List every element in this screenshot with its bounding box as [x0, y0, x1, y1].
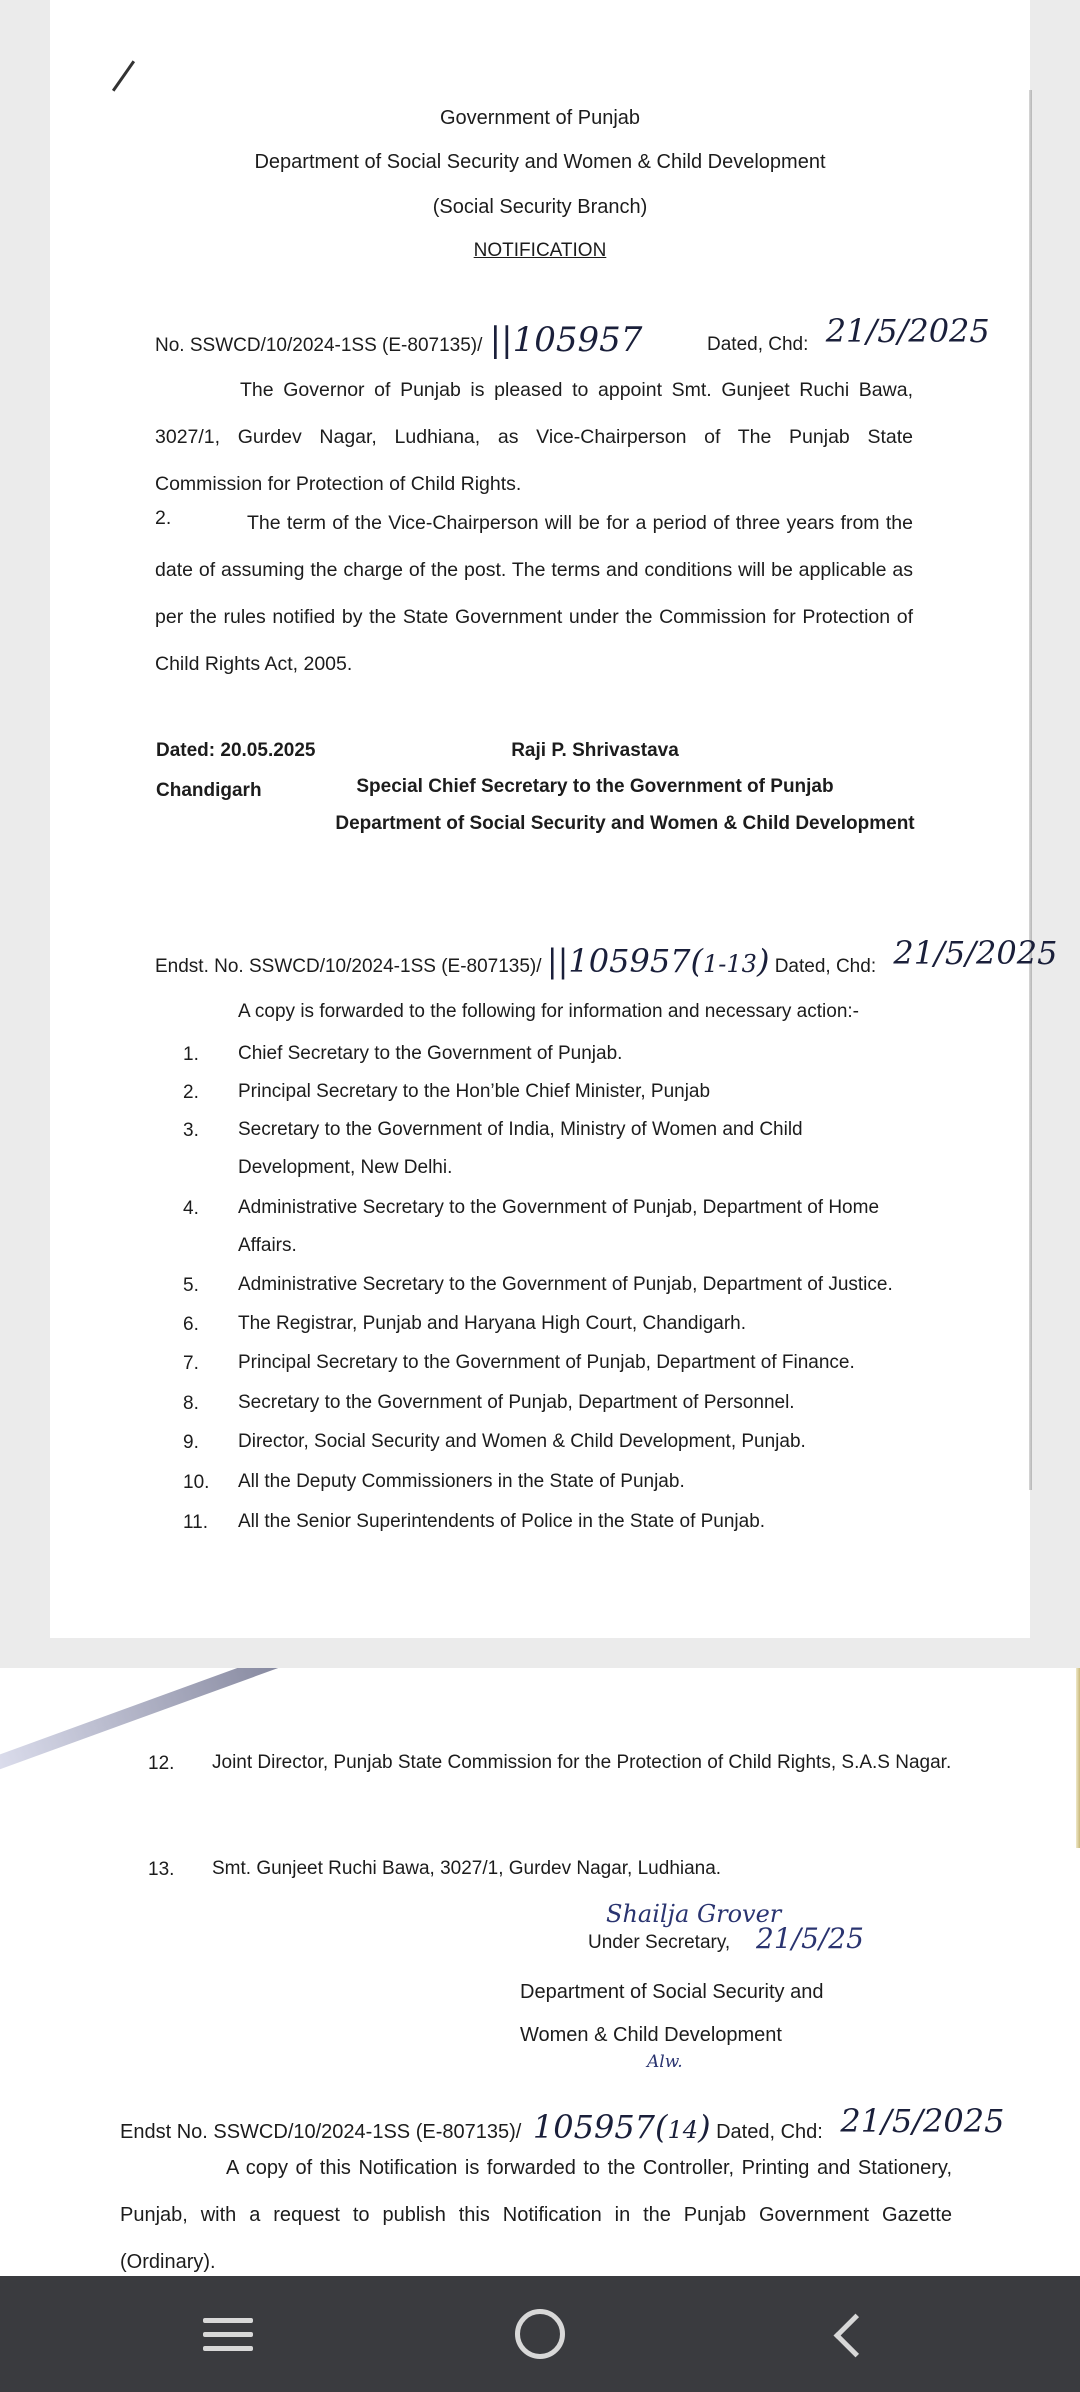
back-icon[interactable] — [834, 2314, 878, 2358]
list-item-text: The Registrar, Punjab and Haryana High Court, Chandigarh. — [238, 1313, 747, 1334]
endorsement-1-date-printed: Dated, Chd: — [774, 956, 877, 977]
under-secretary-signature-date: 21/5/25 — [756, 1922, 864, 1955]
notification-date-printed: Dated, Chd: — [707, 334, 809, 355]
initials-mark: Alw. — [647, 2052, 683, 2072]
list-item-number: 11. — [183, 1512, 209, 1533]
page2-dept-line-2: Women & Child Development — [520, 2024, 782, 2046]
list-item-number: 12. — [148, 1753, 175, 1774]
endorsement-1-number — [155, 934, 1058, 980]
list-item-text: Administrative Secretary to the Government of Punjab, Department of Justice. — [238, 1274, 893, 1295]
menu-icon[interactable] — [203, 2312, 253, 2356]
list-item-text: Secretary to the Government of India, Ministry of Women and Child Development, New Delhi. — [238, 1119, 803, 1178]
page2-dept-line-1: Department of Social Security and — [520, 1981, 824, 2003]
under-secretary-signature: Shailja Grover — [606, 1900, 782, 1928]
list-item-number: 10. — [183, 1472, 210, 1493]
copy-paragraph: A copy of this Notification is forwarded to the Controller, Printing and Stationery, Punjab, with a request to publish this Notification in the Punjab Government Gazette (Ordinary). — [120, 2157, 952, 2273]
paragraph-1: The Governor of Punjab is pleased to appoint Smt. Gunjeet Ruchi Bawa, 3027/1, Gurdev Nagar, Ludhiana, as Vice-Chairperson of The Punjab State Commission for Protection of Child Rights. — [155, 379, 913, 495]
endorsement-2-handwritten: 105957(14) — [532, 2108, 711, 2146]
list-item-number: 3. — [183, 1120, 199, 1141]
list-item-number: 2. — [183, 1082, 199, 1103]
paragraph-2: The term of the Vice-Chairperson will be for a period of three years from the date of assuming the charge of the post. The terms and conditions will be applicable as per the rules notified by the State Government under the Commission for Protection of Child Rights Act, 2005. — [155, 512, 913, 675]
list-item-text: Smt. Gunjeet Ruchi Bawa, 3027/1, Gurdev Nagar, Ludhiana. — [212, 1858, 722, 1879]
list-item-text: Chief Secretary to the Government of Punjab. — [238, 1043, 623, 1064]
paragraph-2-number: 2. — [155, 507, 172, 529]
list-item-text: Principal Secretary to the Hon’ble Chief Minister, Punjab — [238, 1081, 711, 1102]
notification-number — [155, 320, 642, 360]
notification-number-printed: No. SSWCD/10/2024-1SS (E-807135)/ — [155, 335, 483, 356]
notification-date — [707, 312, 990, 358]
list-item-text: All the Senior Superintendents of Police in the State of Punjab. — [238, 1511, 766, 1532]
list-item-text: All the Deputy Commissioners in the State of Punjab. — [238, 1471, 685, 1492]
signature-dated: Dated: 20.05.2025 — [156, 740, 316, 761]
endorsement-1-printed: Endst. No. SSWCD/10/2024-1SS (E-807135)/ — [155, 956, 542, 977]
list-item-number: 4. — [183, 1198, 199, 1219]
system-navigation-bar — [0, 2276, 1080, 2392]
list-item-text: Administrative Secretary to the Government of Punjab, Department of Home Affairs. — [238, 1197, 880, 1256]
notification-date-handwritten: 21/5/2025 — [825, 312, 990, 350]
signatory-name: Raji P. Shrivastava — [511, 740, 679, 761]
list-item-number: 5. — [183, 1275, 199, 1296]
list-item-text: Joint Director, Punjab State Commission for the Protection of Child Rights, S.A.S Nagar. — [212, 1752, 952, 1773]
list-item-number: 6. — [183, 1314, 199, 1335]
list-item-number: 13. — [148, 1859, 175, 1880]
list-item-text: Director, Social Security and Women & Child Development, Punjab. — [238, 1431, 806, 1452]
dept-title: Department of Social Security and Women & Child Development — [254, 151, 826, 173]
signatory-designation: Special Chief Secretary to the Government of Punjab — [356, 776, 834, 797]
signature-place: Chandigarh — [156, 780, 262, 801]
page-edge-artifact — [1076, 1668, 1080, 1848]
endorsement-1-handwritten: ||105957(1-13) — [546, 942, 770, 980]
under-secretary-label: Under Secretary, — [588, 1932, 731, 1953]
list-item-number: 8. — [183, 1393, 199, 1414]
endorsement-2-printed: Endst No. SSWCD/10/2024-1SS (E-807135)/ — [120, 2121, 522, 2143]
notification-heading: NOTIFICATION — [473, 240, 607, 261]
list-item-number: 7. — [183, 1353, 199, 1374]
notification-number-handwritten: ||105957 — [489, 320, 643, 360]
endorsement-1-intro: A copy is forwarded to the following for information and necessary action:- — [238, 1001, 859, 1022]
list-item-text: Principal Secretary to the Government of Punjab, Department of Finance. — [238, 1352, 855, 1373]
endorsement-1-date-handwritten: 21/5/2025 — [893, 934, 1058, 972]
home-icon[interactable] — [515, 2309, 565, 2359]
page-edge-shadow — [1029, 90, 1032, 1490]
list-item-text: Secretary to the Government of Punjab, Department of Personnel. — [238, 1392, 795, 1413]
endorsement-2-date-printed: Dated, Chd: — [716, 2121, 823, 2143]
branch-title: (Social Security Branch) — [432, 196, 648, 218]
endorsement-2-number — [120, 2102, 1005, 2146]
list-item-number: 9. — [183, 1432, 199, 1453]
endorsement-2-date-handwritten: 21/5/2025 — [840, 2102, 1005, 2140]
list-item-number: 1. — [183, 1044, 199, 1065]
gov-title: Government of Punjab — [439, 107, 641, 129]
signatory-department: Department of Social Security and Women & Child Development — [335, 813, 915, 834]
